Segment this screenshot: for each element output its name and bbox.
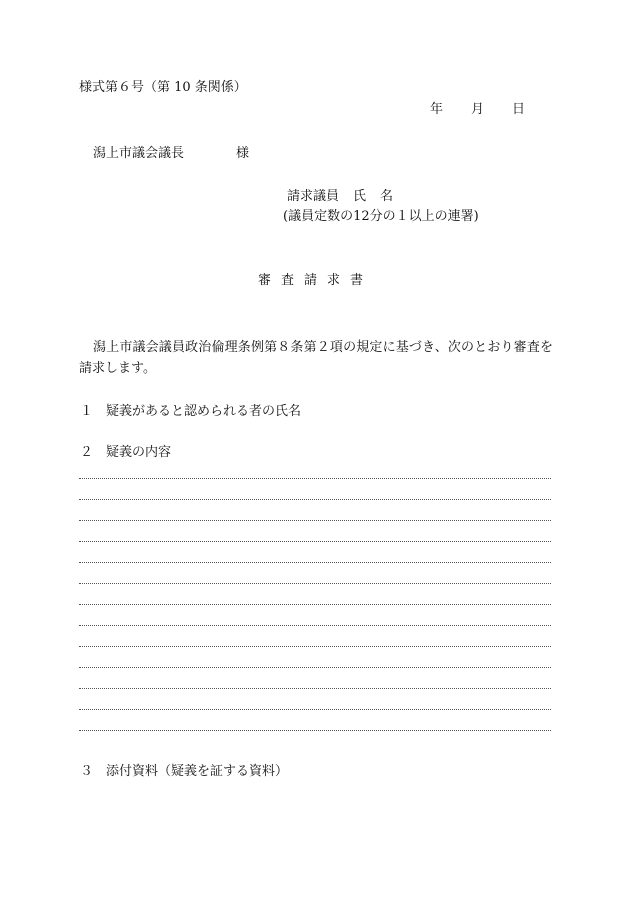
item-2-text: 疑義の内容 [106, 445, 172, 460]
addressee [93, 146, 249, 162]
date-year-label: 年 [430, 102, 444, 117]
date-line [430, 102, 525, 118]
dotted-line [79, 604, 551, 605]
dotted-line [79, 646, 551, 647]
requester-label: 請求議員 [287, 189, 340, 204]
dotted-line [79, 520, 551, 521]
item-3 [80, 764, 288, 780]
dotted-line [79, 667, 551, 668]
addressee-name: 潟上市議会議長 [93, 146, 185, 161]
dotted-line [79, 709, 551, 710]
date-day-label: 日 [512, 102, 526, 117]
dotted-line [79, 562, 551, 563]
dotted-line [79, 583, 551, 584]
item-2-number: ２ [80, 445, 94, 460]
dotted-line [79, 730, 551, 731]
requester-line [287, 189, 393, 205]
dotted-line [79, 625, 551, 626]
dotted-line [79, 541, 551, 542]
item-1-number: １ [80, 404, 94, 419]
body-paragraph: 潟上市議会議員政治倫理条例第８条第２項の規定に基づき、次のとおり審査を請求します。 [79, 340, 553, 376]
item-3-text: 添付資料（疑義を証する資料） [106, 764, 289, 779]
document-title: 審査請求書 [258, 273, 374, 288]
dotted-line [79, 499, 551, 500]
content-writing-area [79, 478, 551, 751]
addressee-honorific: 様 [236, 146, 250, 161]
item-3-number: ３ [80, 764, 94, 779]
date-month-label: 月 [471, 102, 485, 117]
dotted-line [79, 478, 551, 479]
requester-note: (議員定数の12分の１以上の連署) [283, 209, 479, 224]
requester-field-2: 名 [380, 189, 394, 204]
item-1-text: 疑義があると認められる者の氏名 [106, 404, 302, 419]
dotted-line [79, 688, 551, 689]
form-number-label: 様式第６号（第 10 条関係） [79, 80, 247, 95]
requester-field-1: 氏 [353, 189, 367, 204]
item-1 [80, 404, 301, 420]
item-2 [80, 445, 171, 461]
